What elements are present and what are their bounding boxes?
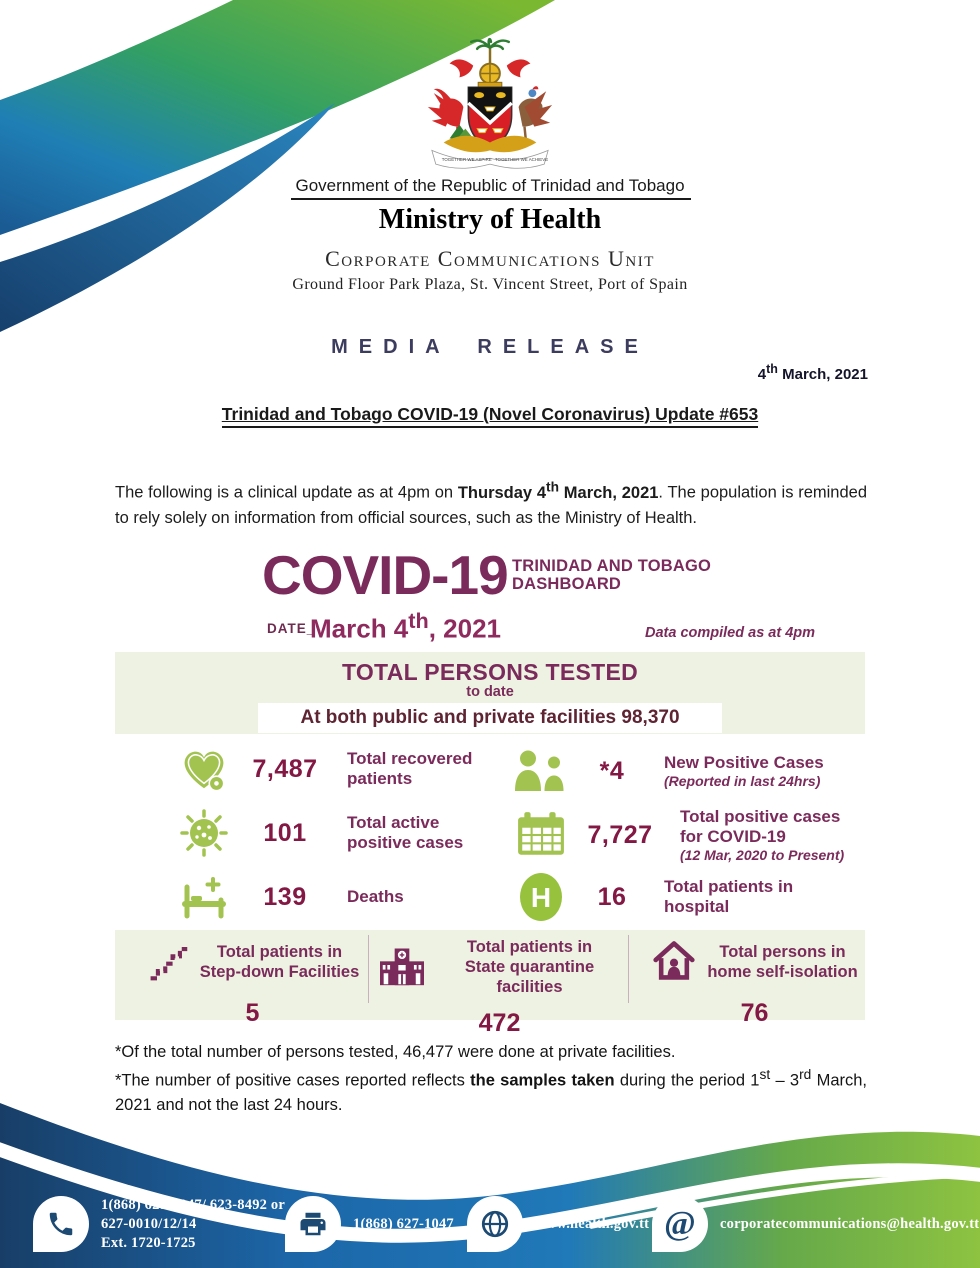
svg-text:H: H <box>530 882 552 913</box>
release-body: The following is a clinical update as at 4pm on Thursday 4th March, 2021. The population is reminded to rely solely on information from official sources, such as the Ministry of Health. <box>115 479 867 528</box>
heart-icon <box>175 745 233 793</box>
tested-panel <box>115 652 865 734</box>
footnote-2: *The number of positive cases reported reflects the samples taken during the period 1st – 3rd March, 2021 and not the last 24 hours. <box>115 1066 868 1114</box>
contact-website-text: www.health.gov.tt <box>535 1215 650 1232</box>
address-line: Ground Floor Park Plaza, St. Vincent Street, Port of Spain <box>292 276 688 293</box>
dashboard-date: March 4th, 2021 <box>310 608 502 644</box>
virus-icon <box>175 808 233 858</box>
ministry-title: Ministry of Health <box>378 204 602 235</box>
tested-total-box: At both public and private facilities 98,370 <box>258 703 722 733</box>
motto-right: TOGETHER WE ACHIEVE <box>494 157 549 163</box>
phone-icon <box>33 1196 89 1252</box>
stat-hospital-label: Total patients in hospital <box>664 876 794 916</box>
facility-stepdown-value: 5 <box>245 999 260 1027</box>
government-line: Government of the Republic of Trinidad and Tobago <box>295 176 685 195</box>
contact-email <box>652 1196 979 1252</box>
facility-quarantine-label: Total patients in State quarantine facilities <box>464 938 595 996</box>
stat-new-positive-label: New Positive Cases (Reported in last 24hrs) <box>664 752 824 789</box>
facility-isolation <box>637 938 872 1028</box>
data-compiled-note: Data compiled as at 4pm <box>645 625 816 641</box>
stat-active-value: 101 <box>263 818 307 847</box>
contact-fax <box>285 1196 454 1252</box>
hospital-icon <box>512 871 570 923</box>
contact-email-text: corporatecommunications@health.gov.tt <box>720 1215 980 1232</box>
release-date: 4th March, 2021 <box>757 362 868 383</box>
stairs-icon <box>146 938 190 987</box>
tested-heading: TOTAL PERSONS TESTED <box>341 659 639 685</box>
stat-active-label: Total active positive cases <box>347 812 464 852</box>
stat-total-positive-value: 7,727 <box>587 820 653 849</box>
building-icon <box>377 943 427 992</box>
facility-isolation-value: 76 <box>740 999 769 1027</box>
facilities-panel <box>115 930 865 1038</box>
stat-new-positive <box>512 742 864 800</box>
stat-hospital <box>512 868 864 926</box>
stat-deaths-value: 139 <box>263 882 307 911</box>
unit-title: Corporate Communications Unit <box>325 246 655 271</box>
contact-phone-text: 1(868) 627-1047/ 623-8492 or 627-0010/12/14 Ext. 1720-1725 <box>101 1197 286 1251</box>
divider <box>628 935 629 1003</box>
globe-icon <box>467 1196 523 1252</box>
contact-phone <box>33 1196 285 1253</box>
dashboard-date-label: DATE_ <box>267 621 316 636</box>
stat-new-positive-value: *4 <box>599 756 625 785</box>
tested-subheading: to date <box>466 684 514 700</box>
fax-icon <box>285 1196 341 1252</box>
facility-stepdown-label: Total patients in Step-down Facilities <box>199 942 360 981</box>
stat-recovered-value: 7,487 <box>252 754 318 783</box>
people-icon <box>512 749 570 793</box>
facility-quarantine <box>377 938 622 1038</box>
stat-total-positive-label: Total positive cases for COVID-19 (12 Mar, 2020 to Present) <box>680 806 845 863</box>
media-release-heading: MEDIA RELEASE <box>331 336 649 358</box>
facility-quarantine-value: 472 <box>478 1009 521 1038</box>
release-title: Trinidad and Tobago COVID-19 (Novel Coronavirus) Update #653 <box>0 404 980 428</box>
contact-website <box>467 1196 649 1252</box>
stat-deaths <box>175 868 520 926</box>
dashboard-subtitle: TRINIDAD AND TOBAGO DASHBOARD <box>512 557 712 594</box>
home-icon <box>651 938 697 987</box>
at-icon: @ <box>652 1196 708 1252</box>
facility-stepdown <box>135 938 370 1028</box>
stat-recovered-label: Total recovered patients <box>347 748 473 788</box>
dashboard-title: COVID-19 <box>262 544 508 606</box>
coat-of-arms <box>415 36 565 174</box>
bed-icon <box>175 873 233 921</box>
motto-left: TOGETHER WE ASPIRE <box>441 157 492 163</box>
stat-recovered <box>175 740 520 798</box>
stat-active <box>175 804 520 862</box>
calendar-icon <box>512 812 570 858</box>
header-rule <box>291 198 691 200</box>
facility-isolation-label: Total persons in home self-isolation <box>707 942 858 981</box>
stat-hospital-value: 16 <box>597 882 627 911</box>
contact-fax-text: 1(868) 627-1047 <box>353 1215 454 1232</box>
stat-total-positive <box>512 802 864 868</box>
stat-deaths-label: Deaths <box>347 886 404 906</box>
footnote-1: *Of the total number of persons tested, 46,477 were done at private facilities. <box>115 1043 676 1061</box>
